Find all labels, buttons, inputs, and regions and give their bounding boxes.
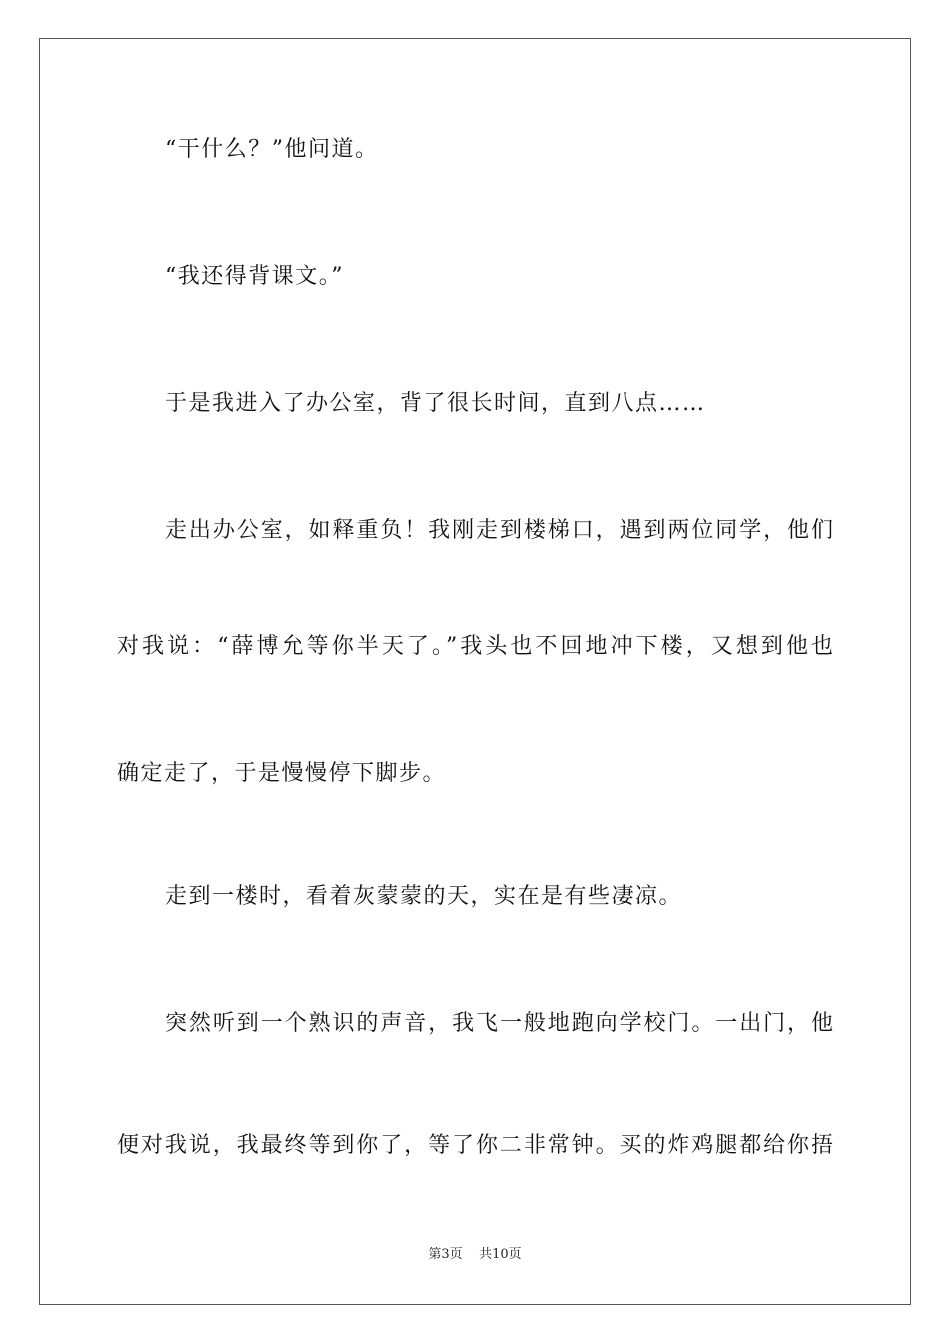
paragraph-line: 走到一楼时，看着灰蒙蒙的天，实在是有些凄凉。	[165, 884, 683, 909]
paragraph-line: 便对我说，我最终等到你了，等了你二非常钟。买的炸鸡腿都给你捂	[117, 1133, 833, 1158]
paragraph-line: 走出办公室，如释重负！我刚走到楼梯口，遇到两位同学，他们	[165, 518, 833, 543]
paragraph-line: 于是我进入了办公室，背了很长时间，直到八点……	[165, 391, 706, 416]
paragraph-line: 突然听到一个熟识的声音，我飞一般地跑向学校门。一出门，他	[165, 1011, 833, 1036]
page-footer	[0, 1246, 950, 1264]
page-total: 共10页	[479, 1247, 522, 1262]
page-number: 第3页	[428, 1247, 463, 1262]
paragraph-line: “我还得背课文。”	[165, 264, 344, 289]
paragraph-line: “干什么？”他问道。	[165, 137, 379, 162]
paragraph-line: 确定走了，于是慢慢停下脚步。	[117, 761, 447, 786]
page-frame	[39, 38, 911, 1305]
paragraph-line: 对我说：“薛博允等你半天了。”我头也不回地冲下楼，又想到他也	[117, 634, 833, 659]
